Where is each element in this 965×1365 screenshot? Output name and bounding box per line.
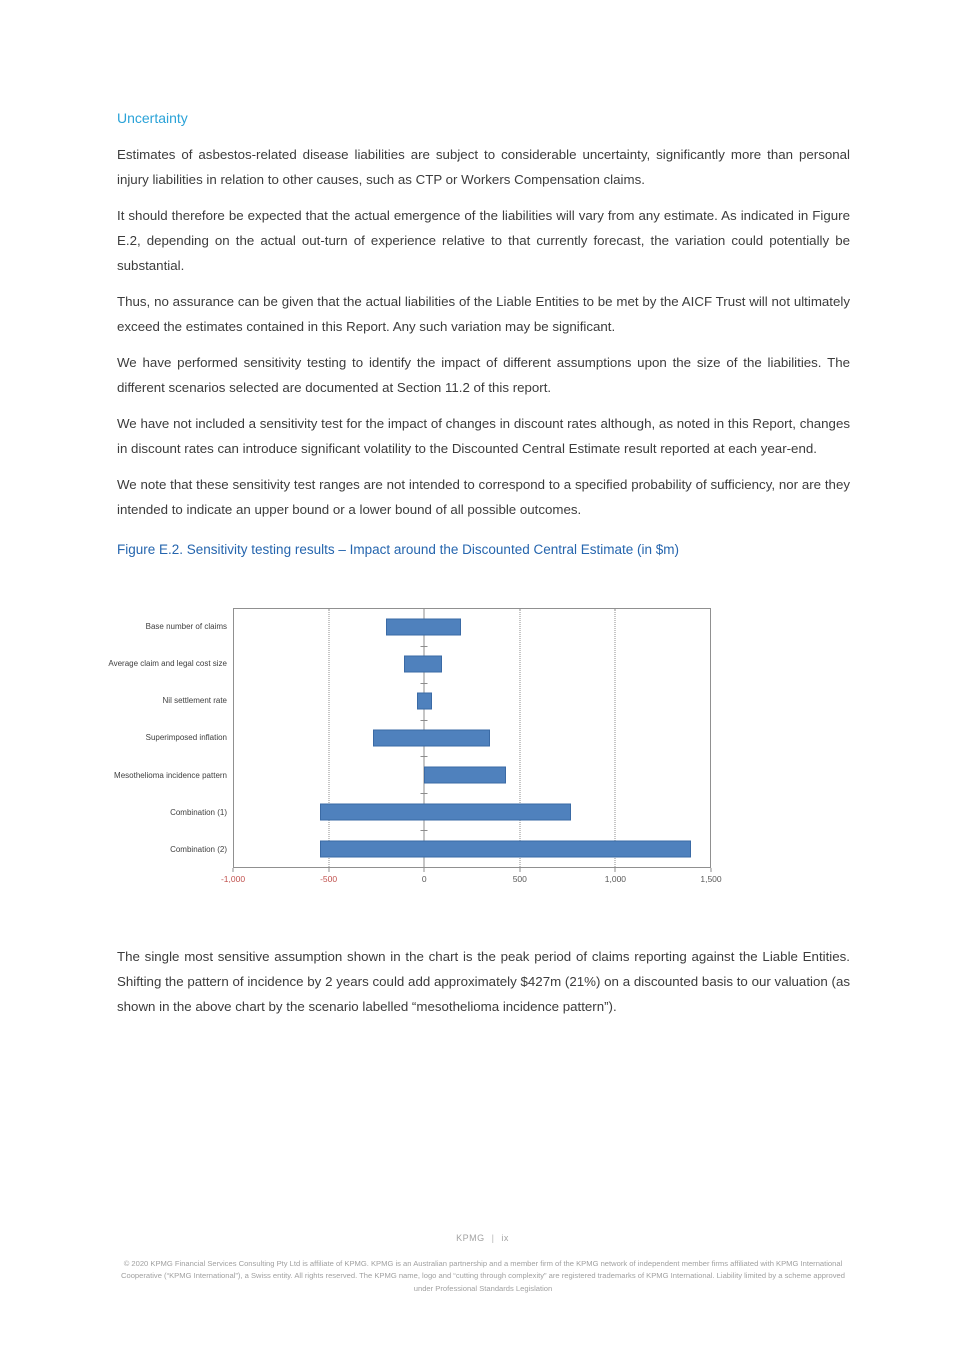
x-axis-tick-label: -500 (320, 874, 338, 884)
footer-page-number: ix (501, 1233, 509, 1243)
gridline (329, 609, 330, 867)
x-axis-tick (233, 868, 234, 872)
paragraph: It should therefore be expected that the actual emergence of the liabilities will vary from any estimate. As indicated in Figure E.2, depending on the actual out-turn of experience relative to that currently forecast, the variation could potentially be substantial. (117, 208, 850, 273)
paragraph: Estimates of asbestos-related disease liabilities are subject to considerable uncertainty, significantly more than personal injury liabilities in relation to other causes, such as CTP or Workers Compensation claims. (117, 147, 850, 187)
category-label: Average claim and legal cost size (108, 659, 227, 669)
zero-line-tick (421, 720, 428, 721)
range-bar (404, 656, 442, 673)
paragraph: We note that these sensitivity test ranges are not intended to correspond to a specified probability of sufficiency, nor are they intended to indicate an upper bound or a lower bound of all possible outcomes. (117, 477, 850, 517)
sensitivity-chart (108, 608, 745, 886)
zero-line-tick (421, 830, 428, 831)
paragraph: We have not included a sensitivity test for the impact of changes in discount rates although, as noted in this Report, changes in discount rates can introduce significant volatility to the Discounted Central Estimate result reported at each year-end. (117, 416, 850, 456)
gridline (519, 609, 520, 867)
x-axis-tick-label: -1,000 (220, 874, 246, 884)
footer-legal-text: © 2020 KPMG Financial Services Consulting Pty Ltd is affiliate of KPMG. KPMG is an Australian partnership and a member firm of the KPMG network of independent member firms affiliated with KPMG International Cooperative (“KPMG International”), a Swiss entity. All rights reserved. The KPMG name, logo and “cutting through complexity” are registered trademarks of KPMG International. Liability limited by a scheme approved under Professional Standards Legislation (121, 1259, 845, 1293)
range-bar (320, 803, 571, 820)
footer-brand: KPMG (456, 1233, 485, 1243)
x-axis (220, 868, 722, 886)
range-bar (424, 766, 505, 783)
gridline (614, 609, 615, 867)
section-heading: Uncertainty (117, 110, 188, 126)
x-axis-tick (519, 868, 520, 872)
category-axis (108, 608, 233, 868)
x-axis-tick (424, 868, 425, 872)
x-axis-tick (615, 868, 616, 872)
x-axis-tick (711, 868, 712, 872)
x-axis-tick-label: 500 (512, 874, 527, 884)
x-axis-tick (328, 868, 329, 872)
paragraph: Thus, no assurance can be given that the actual liabilities of the Liable Entities to be met by the AICF Trust will not ultimately exceed the estimates contained in this Report. Any such variation may be significant. (117, 294, 850, 334)
range-bar (386, 619, 460, 636)
closing-paragraph: The single most sensitive assumption shown in the chart is the peak period of claims reporting against the Liable Entities. Shifting the pattern of incidence by 2 years could add approximately $427m (21%) on a discounted basis to our valuation (as shown in the above chart by the scenario labelled “mesothelioma incidence pattern”). (117, 949, 850, 1014)
category-label: Base number of claims (145, 622, 227, 632)
figure-caption: Figure E.2. Sensitivity testing results – Impact around the Discounted Central Estimate (in $m) (117, 542, 679, 557)
zero-line-tick (421, 793, 428, 794)
x-axis-tick-label: 1,500 (700, 874, 722, 884)
x-axis-tick-label: 1,000 (604, 874, 627, 884)
zero-line-tick (421, 646, 428, 647)
footer-brand-line (0, 1233, 965, 1243)
zero-line-tick (421, 756, 428, 757)
range-bar (320, 840, 691, 857)
category-label: Combination (2) (170, 844, 227, 854)
category-label: Superimposed inflation (145, 733, 227, 743)
paragraph: We have performed sensitivity testing to identify the impact of different assumptions upon the size of the liabilities. The different scenarios selected are documented at Section 11.2 of this report. (117, 355, 850, 395)
range-bar (417, 693, 432, 710)
category-label: Combination (1) (170, 807, 227, 817)
chart-grid (108, 608, 745, 886)
page-content (108, 108, 850, 1019)
x-axis-tick-label: 0 (421, 874, 427, 884)
footer-separator: | (491, 1233, 495, 1243)
plot-area (233, 608, 711, 868)
category-label: Nil settlement rate (162, 696, 227, 706)
zero-line-tick (421, 683, 428, 684)
category-label: Mesothelioma incidence pattern (114, 770, 227, 780)
range-bar (373, 730, 490, 747)
